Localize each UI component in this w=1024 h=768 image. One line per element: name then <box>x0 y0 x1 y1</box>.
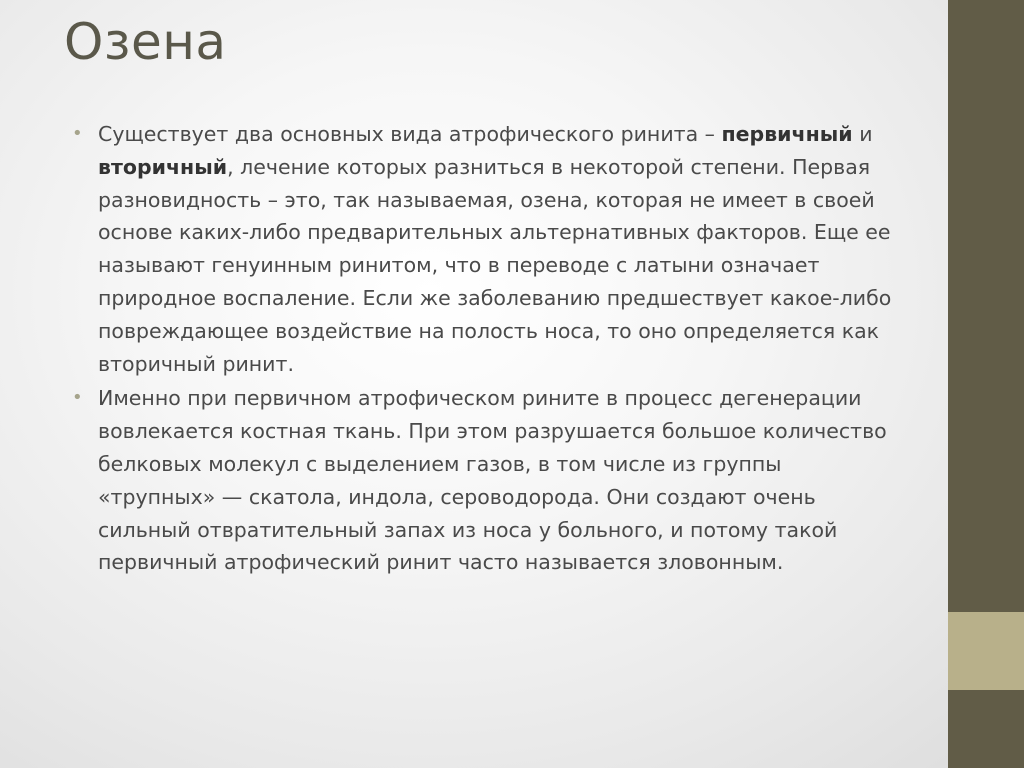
bullet-dot-icon: • <box>72 387 83 409</box>
slide-content <box>72 118 902 581</box>
slide-title: Озена <box>64 13 227 71</box>
bullet-bold-term: вторичный <box>98 154 228 179</box>
bullet-item <box>72 382 902 579</box>
sidebar-accent-block <box>948 612 1024 690</box>
bullet-text-segment: и <box>852 122 873 146</box>
bullet-text-segment: Существует два основных вида атрофического ринита – <box>98 122 722 146</box>
bullet-text-segment: Именно при первичном атрофическом рините в процесс дегенерации вовлекается костная ткань. При этом разрушается большое количество белковых молекул с выделением газов, в том числе из группы «трупных» — скатола, индола, сероводорода. Они создают очень сильный отвратительный запах из носа у больного, и потому такой первичный атрофический ринит часто называется зловонным. <box>98 386 887 575</box>
bullet-item <box>72 118 902 380</box>
decorative-sidebar <box>948 0 1024 768</box>
bullet-text-segment: , лечение которых разниться в некоторой степени. Первая разновидность – это, так называемая, озена, которая не имеет в своей основе каких-либо предварительных альтернативных факторов. Еще ее называют генуинным ринитом, что в переводе с латыни означает природное воспаление. Если же заболеванию предшествует какое-либо повреждающее воздействие на полость носа, то оно определяется как вторичный ринит. <box>98 154 892 376</box>
bullet-dot-icon: • <box>72 123 83 144</box>
bullet-bold-term: первичный <box>721 122 853 146</box>
